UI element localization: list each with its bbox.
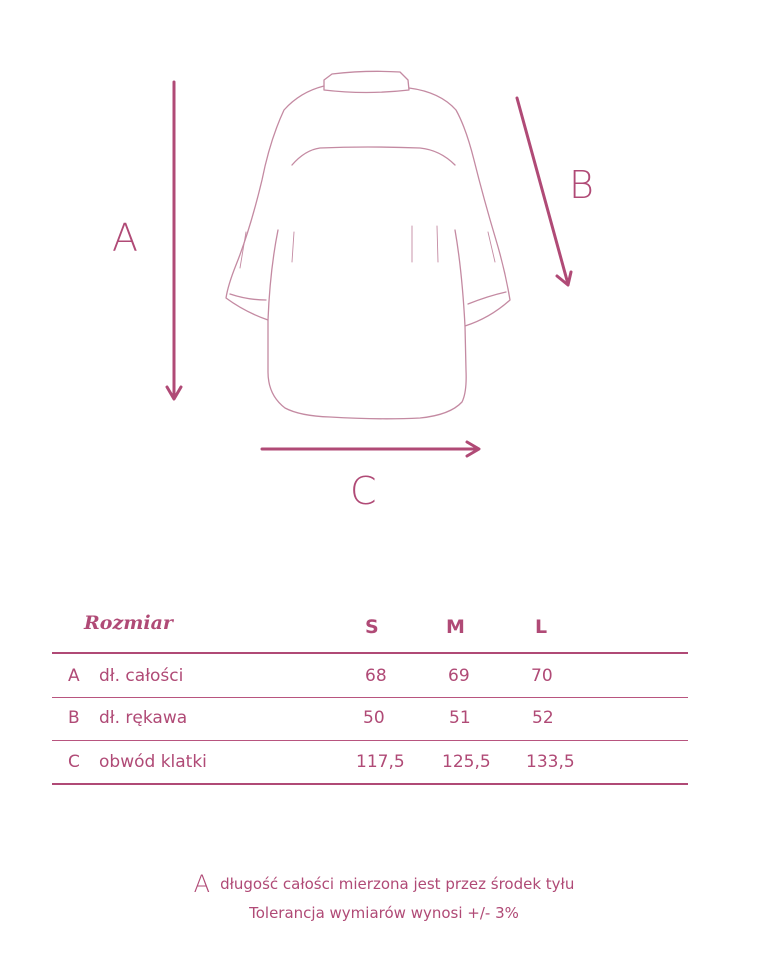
row-label: obwód klatki <box>99 752 207 772</box>
shirt-back-sketch <box>226 71 510 418</box>
value-s: 68 <box>365 666 387 686</box>
value-l: 70 <box>531 666 553 686</box>
table-divider <box>52 652 688 654</box>
arrow-a <box>167 82 181 399</box>
value-l: 52 <box>532 708 554 728</box>
table-row <box>52 698 688 738</box>
label-c: C <box>350 469 377 513</box>
label-a: A <box>112 216 138 260</box>
size-m-header: M <box>446 616 465 638</box>
value-l: 133,5 <box>526 752 575 772</box>
value-s: 50 <box>363 708 385 728</box>
measurement-note <box>0 870 768 898</box>
arrow-c <box>262 442 479 456</box>
row-label: dł. rękawa <box>99 708 188 728</box>
label-b: B <box>569 163 594 207</box>
size-s-header: S <box>365 616 379 638</box>
row-code: A <box>68 666 80 686</box>
tolerance-note: Tolerancja wymiarów wynosi +/- 3% <box>249 904 519 922</box>
table-title: Rozmiar <box>84 612 173 634</box>
value-m: 69 <box>448 666 470 686</box>
row-label: dł. całości <box>99 666 184 686</box>
size-l-header: L <box>535 616 548 638</box>
table-bottom-rule <box>52 783 688 785</box>
row-code: C <box>68 752 80 772</box>
value-m: 51 <box>449 708 471 728</box>
table-row <box>52 656 688 696</box>
note-letter: A <box>193 870 211 898</box>
value-s: 117,5 <box>356 752 405 772</box>
table-divider <box>52 740 688 741</box>
note-line-1: długość całości mierzona jest przez środek tyłu <box>220 875 575 893</box>
arrow-b <box>517 98 571 285</box>
value-m: 125,5 <box>442 752 491 772</box>
row-code: B <box>68 708 80 728</box>
table-row <box>52 742 688 782</box>
